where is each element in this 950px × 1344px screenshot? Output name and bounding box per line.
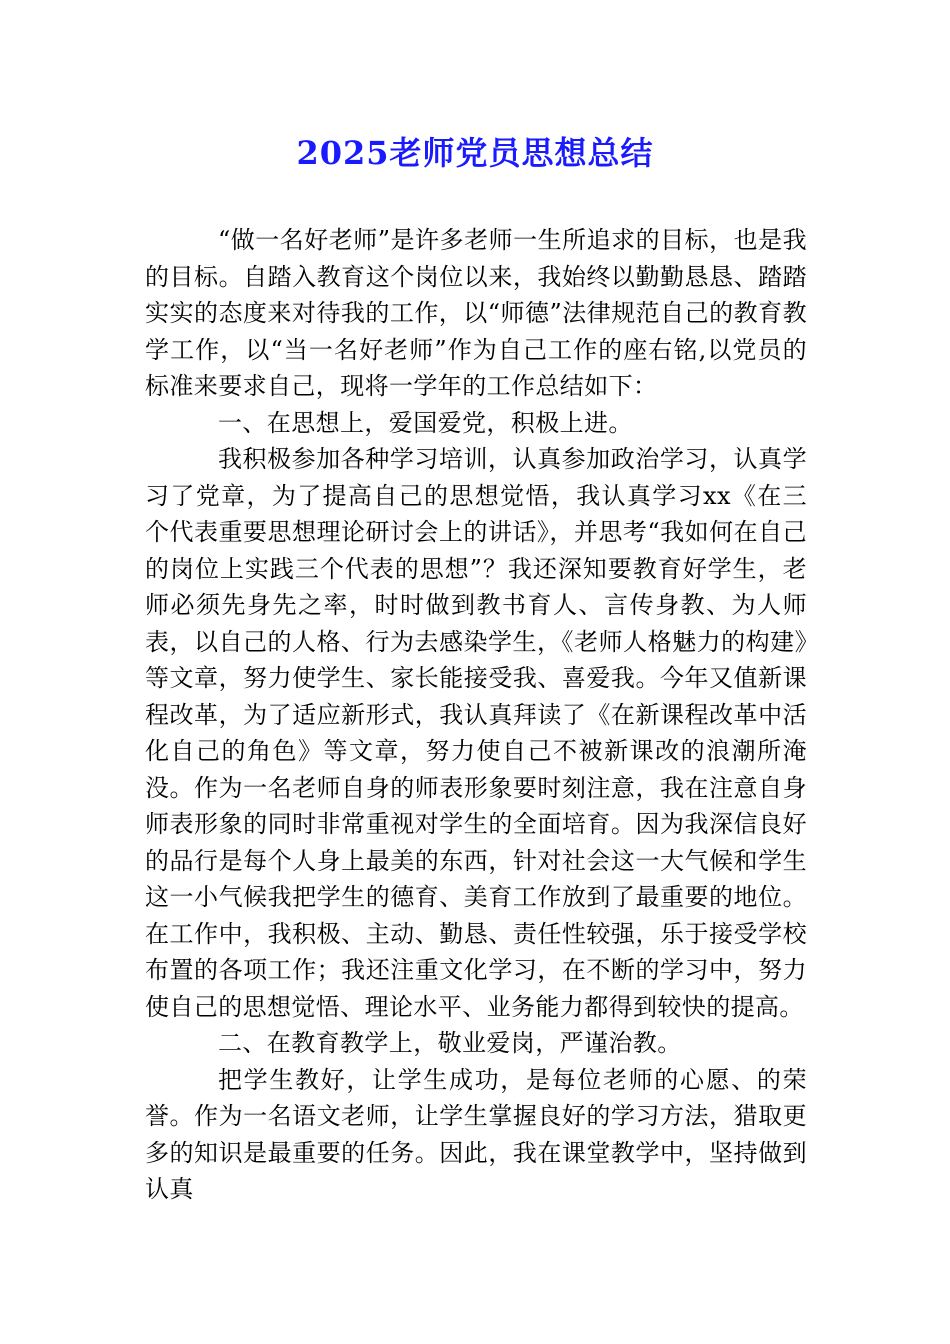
document-body <box>145 222 807 1208</box>
document-title: 2025老师党员思想总结 <box>296 134 654 172</box>
section-heading-thought: 一、在思想上，爱国爱党，积极上进。 <box>218 408 633 437</box>
paragraph-teaching: 把学生教好，让学生成功，是每位老师的心愿、的荣誉。作为一名语文老师，让学生掌握良好的学习方法，猎取更多的知识是最重要的任务。因此，我在课堂教学中，坚持做到认真 <box>145 1065 807 1203</box>
section-heading-teaching: 二、在教育教学上，敬业爱岗，严谨治教。 <box>218 1029 682 1057</box>
paragraph-intro: “做一名好老师”是许多老师一生所追求的目标，也是我的目标。自踏入教育这个岗位以来，我始终以勤勤恳恳、踏踏实实的态度来对待我的工作，以“师德”法律规范自己的教育教学工作，以“当一名好老师”作为自己工作的座右铭,以党员的标准来要求自己，现将一学年的工作总结如下： <box>145 226 807 400</box>
paragraph-thought: 我积极参加各种学习培训，认真参加政治学习，认真学习了党章，为了提高自己的思想觉悟，我认真学习xx《在三个代表重要思想理论研讨会上的讲话》，并思考“我如何在自己的岗位上实践三个代表的思想”？我还深知要教育好学生，老师必须先身先之率，时时做到教书育人、言传身教、为人师表，以自己的人格、行为去感染学生，《老师人格魅力的构建》等文章，努力使学生、家长能接受我、喜爱我。今年又值新课程改革，为了适应新形式，我认真拜读了《在新课程改革中活化自己的角色》等文章，努力使自己不被新课改的浪潮所淹没。作为一名老师自身的师表形象要时刻注意，我在注意自身师表形象的同时非常重视对学生的全面培育。因为我深信良好的品行是每个人身上最美的东西，针对社会这一大气候和学生这一小气候我把学生的德育、美育工作放到了最重要的地位。在工作中，我积极、主动、勤恳、责任性较强，乐于接受学校布置的各项工作；我还注重文化学习，在不断的学习中，努力使自己的思想觉悟、理论水平、业务能力都得到较快的提高。 <box>145 445 807 1021</box>
